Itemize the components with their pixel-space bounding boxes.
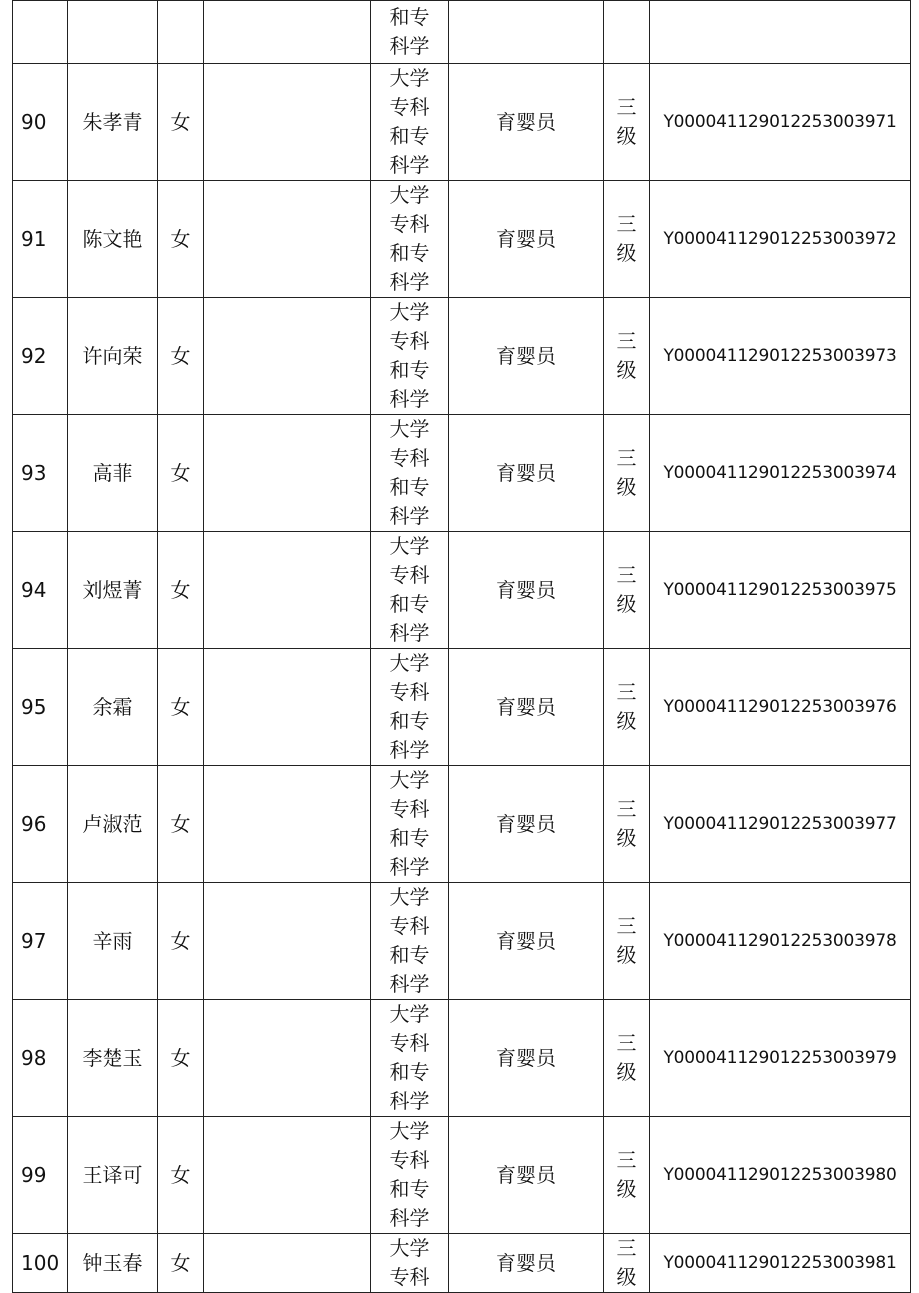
education-line: 大学 [389,534,430,558]
cell-gender [158,298,204,415]
education-line: 科学 [389,34,430,58]
cell-number [13,1,68,64]
cell-occupation [449,1000,604,1117]
level-line: 三 [616,680,637,704]
level-line: 三 [616,212,637,236]
cell-name [68,532,158,649]
level-line: 级 [616,1060,637,1084]
cell-occupation [449,532,604,649]
cell-occupation [449,298,604,415]
gender-value: 女 [170,460,191,485]
cell-occupation [449,1,604,64]
cell-certificate [650,1,911,64]
education-line: 和专 [389,1060,430,1084]
cell-certificate [650,181,911,298]
cell-level [604,766,650,883]
education-line: 科学 [389,855,430,879]
education-line: 专科 [389,329,430,353]
row-number: 94 [21,577,47,602]
education-line: 大学 [389,300,430,324]
cell-name [68,181,158,298]
education-line: 专科 [389,212,430,236]
education-line: 和专 [389,5,430,29]
table-row [13,181,911,298]
occupation-value: 育婴员 [496,1162,556,1187]
cell-level [604,649,650,766]
cell-name [68,649,158,766]
cell-education [371,883,449,1000]
certificate-number: Y000041129012253003973 [663,345,897,366]
cell-number [13,766,68,883]
table-row [13,766,911,883]
education-line: 和专 [389,592,430,616]
cell-number [13,298,68,415]
occupation-value: 育婴员 [496,343,556,368]
cell-number [13,64,68,181]
education-line: 和专 [389,826,430,850]
level-line: 级 [616,592,637,616]
cell-certificate [650,649,911,766]
gender-value: 女 [170,694,191,719]
cell-gender [158,1234,204,1293]
level-line: 三 [616,1148,637,1172]
cell-certificate [650,883,911,1000]
table-row [13,1117,911,1234]
person-name: 王译可 [82,1162,143,1187]
cell-blank [204,766,371,883]
cell-number [13,1234,68,1293]
table-body [13,1,911,1293]
occupation-value: 育婴员 [496,226,556,251]
cell-certificate [650,532,911,649]
education-line: 专科 [389,797,430,821]
cell-certificate [650,298,911,415]
table-row [13,1234,911,1293]
cell-number [13,415,68,532]
table-row-partial [13,1,911,64]
cell-name [68,1000,158,1117]
cell-gender [158,1000,204,1117]
cell-gender [158,532,204,649]
education-line: 专科 [389,1148,430,1172]
level-line: 三 [616,914,637,938]
cell-level [604,532,650,649]
row-number: 92 [21,343,47,368]
cell-occupation [449,649,604,766]
education-line: 大学 [389,1236,430,1260]
person-name: 许向荣 [82,343,143,368]
table-row [13,883,911,1000]
occupation-value: 育婴员 [496,694,556,719]
level-line: 三 [616,1031,637,1055]
cell-education [371,298,449,415]
cell-occupation [449,64,604,181]
occupation-value: 育婴员 [496,577,556,602]
cell-blank [204,181,371,298]
cell-education [371,766,449,883]
education-line: 科学 [389,621,430,645]
cell-name [68,1,158,64]
level-line: 级 [616,358,637,382]
education-line: 专科 [389,1265,430,1289]
level-line: 级 [616,241,637,265]
cell-level [604,1,650,64]
gender-value: 女 [170,1250,191,1275]
cell-gender [158,766,204,883]
cell-occupation [449,766,604,883]
education-line: 和专 [389,709,430,733]
cell-blank [204,64,371,181]
education-line: 科学 [389,153,430,177]
education-line: 和专 [389,943,430,967]
cell-level [604,1000,650,1117]
cell-gender [158,415,204,532]
person-name: 陈文艳 [82,226,143,251]
cell-number [13,649,68,766]
education-line: 专科 [389,1031,430,1055]
cell-level [604,1117,650,1234]
row-number: 95 [21,694,47,719]
row-number: 93 [21,460,47,485]
education-line: 和专 [389,124,430,148]
roster-table [12,0,911,1293]
cell-name [68,883,158,1000]
person-name: 李楚玉 [82,1045,143,1070]
cell-level [604,1234,650,1293]
education-line: 大学 [389,66,430,90]
cell-certificate [650,415,911,532]
gender-value: 女 [170,1162,191,1187]
education-line: 专科 [389,563,430,587]
level-line: 三 [616,1236,637,1260]
education-line: 科学 [389,270,430,294]
education-line: 和专 [389,358,430,382]
occupation-value: 育婴员 [496,811,556,836]
level-line: 级 [616,709,637,733]
person-name: 刘煜菁 [82,577,143,602]
cell-gender [158,181,204,298]
certificate-number: Y000041129012253003980 [663,1164,897,1185]
education-line: 大学 [389,183,430,207]
level-line: 级 [616,826,637,850]
gender-value: 女 [170,811,191,836]
cell-blank [204,649,371,766]
cell-education [371,1,449,64]
table-row [13,415,911,532]
cell-number [13,532,68,649]
occupation-value: 育婴员 [496,928,556,953]
level-line: 三 [616,446,637,470]
gender-value: 女 [170,1045,191,1070]
education-line: 科学 [389,1206,430,1230]
education-line: 和专 [389,241,430,265]
row-number: 91 [21,226,47,251]
certificate-number: Y000041129012253003978 [663,930,897,951]
cell-education [371,415,449,532]
cell-education [371,64,449,181]
cell-gender [158,883,204,1000]
cell-name [68,1117,158,1234]
cell-blank [204,1,371,64]
education-line: 专科 [389,95,430,119]
row-number: 98 [21,1045,47,1070]
cell-blank [204,1117,371,1234]
cell-occupation [449,181,604,298]
cell-gender [158,64,204,181]
education-line: 科学 [389,738,430,762]
gender-value: 女 [170,928,191,953]
certificate-number: Y000041129012253003979 [663,1047,897,1068]
cell-name [68,298,158,415]
certificate-number: Y000041129012253003974 [663,462,897,483]
cell-number [13,1000,68,1117]
education-line: 大学 [389,417,430,441]
cell-education [371,1000,449,1117]
cell-name [68,1234,158,1293]
occupation-value: 育婴员 [496,1045,556,1070]
education-line: 科学 [389,1089,430,1113]
education-line: 科学 [389,387,430,411]
level-line: 级 [616,475,637,499]
person-name: 钟玉春 [82,1250,143,1275]
gender-value: 女 [170,226,191,251]
education-line: 专科 [389,680,430,704]
cell-name [68,415,158,532]
education-line: 大学 [389,1119,430,1143]
gender-value: 女 [170,577,191,602]
certificate-number: Y000041129012253003977 [663,813,897,834]
table-row [13,1000,911,1117]
cell-blank [204,883,371,1000]
person-name: 辛雨 [92,928,133,953]
certificate-number: Y000041129012253003981 [663,1252,897,1273]
table-row [13,64,911,181]
level-line: 级 [616,943,637,967]
cell-blank [204,1234,371,1293]
row-number: 100 [21,1250,60,1275]
cell-level [604,415,650,532]
cell-education [371,1234,449,1293]
cell-education [371,532,449,649]
education-line: 科学 [389,504,430,528]
row-number: 97 [21,928,47,953]
cell-occupation [449,1234,604,1293]
certificate-number: Y000041129012253003976 [663,696,897,717]
person-name: 卢淑范 [82,811,143,836]
cell-number [13,883,68,1000]
cell-certificate [650,1000,911,1117]
cell-gender [158,649,204,766]
education-line: 和专 [389,1177,430,1201]
person-name: 余霜 [92,694,133,719]
certificate-number: Y000041129012253003971 [663,111,897,132]
cell-certificate [650,1117,911,1234]
cell-blank [204,298,371,415]
education-line: 科学 [389,972,430,996]
gender-value: 女 [170,109,191,134]
gender-value: 女 [170,343,191,368]
level-line: 级 [616,1265,637,1289]
level-line: 三 [616,797,637,821]
level-line: 级 [616,124,637,148]
table-row [13,298,911,415]
education-line: 大学 [389,885,430,909]
cell-education [371,1117,449,1234]
cell-level [604,181,650,298]
cell-number [13,1117,68,1234]
level-line: 级 [616,1177,637,1201]
row-number: 96 [21,811,47,836]
level-line: 三 [616,95,637,119]
person-name: 高菲 [92,460,133,485]
cell-blank [204,532,371,649]
education-line: 专科 [389,446,430,470]
education-line: 大学 [389,1002,430,1026]
education-line: 和专 [389,475,430,499]
education-line: 大学 [389,651,430,675]
cell-blank [204,1000,371,1117]
occupation-value: 育婴员 [496,1250,556,1275]
person-name: 朱孝青 [82,109,143,134]
row-number: 90 [21,109,47,134]
cell-level [604,64,650,181]
row-number: 99 [21,1162,47,1187]
cell-level [604,883,650,1000]
education-line: 大学 [389,768,430,792]
level-line: 三 [616,329,637,353]
cell-blank [204,415,371,532]
cell-certificate [650,766,911,883]
cell-certificate [650,1234,911,1293]
certificate-number: Y000041129012253003975 [663,579,897,600]
cell-occupation [449,1117,604,1234]
occupation-value: 育婴员 [496,460,556,485]
cell-gender [158,1117,204,1234]
education-line: 专科 [389,914,430,938]
cell-gender [158,1,204,64]
occupation-value: 育婴员 [496,109,556,134]
cell-name [68,64,158,181]
cell-name [68,766,158,883]
cell-education [371,649,449,766]
cell-education [371,181,449,298]
level-line: 三 [616,563,637,587]
table-row [13,649,911,766]
cell-level [604,298,650,415]
cell-number [13,181,68,298]
cell-certificate [650,64,911,181]
cell-occupation [449,883,604,1000]
certificate-number: Y000041129012253003972 [663,228,897,249]
table-row [13,532,911,649]
cell-occupation [449,415,604,532]
